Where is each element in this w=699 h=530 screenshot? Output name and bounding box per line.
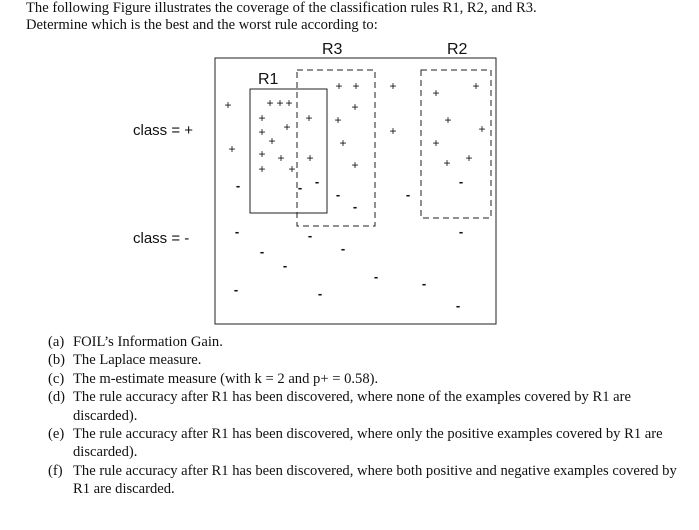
- positive-example: +: [432, 136, 440, 150]
- positive-example: +: [285, 96, 293, 110]
- negative-example: -: [235, 178, 241, 193]
- question-label: (b): [48, 352, 66, 369]
- negative-example: -: [405, 187, 411, 202]
- positive-example: +: [305, 111, 313, 125]
- negative-example: -: [352, 199, 358, 214]
- positive-example: +: [389, 124, 397, 138]
- negative-example: -: [373, 269, 379, 284]
- positive-example: +: [351, 158, 359, 172]
- question-text: The rule accuracy after R1 has been discovered, where both positive and negative examples covered by R1 are discarded.: [73, 462, 677, 498]
- positive-example: +: [339, 136, 347, 150]
- positive-example: +: [352, 79, 360, 93]
- negative-example: -: [335, 187, 341, 202]
- positive-example: +: [444, 113, 452, 127]
- negative-examples: [234, 174, 463, 313]
- negative-example: -: [314, 174, 320, 189]
- positive-example: +: [228, 142, 236, 156]
- question-item: [48, 425, 678, 462]
- data-space-box: [215, 58, 496, 324]
- positive-example: +: [432, 86, 440, 100]
- question-item: [48, 370, 678, 388]
- positive-example: +: [335, 79, 343, 93]
- question-label: (c): [48, 370, 65, 387]
- positive-example: +: [258, 162, 266, 176]
- question-label: (e): [48, 426, 65, 443]
- question-list: [48, 333, 678, 499]
- positive-example: +: [334, 113, 342, 127]
- positive-example: +: [276, 96, 284, 110]
- question-text: The Laplace measure.: [73, 352, 202, 369]
- question-item: [48, 351, 678, 369]
- positive-example: +: [283, 120, 291, 134]
- positive-example: +: [268, 134, 276, 148]
- negative-example: -: [458, 174, 464, 189]
- negative-example: -: [297, 180, 303, 195]
- positive-example: +: [288, 162, 296, 176]
- positive-example: +: [306, 151, 314, 165]
- positive-example: +: [472, 79, 480, 93]
- question-label: (a): [48, 334, 65, 350]
- question-item: [48, 462, 678, 499]
- negative-example: -: [307, 228, 313, 243]
- positive-example: +: [258, 147, 266, 161]
- class-positive-label: class = +: [133, 122, 194, 139]
- question-text: The rule accuracy after R1 has been discovered, where none of the examples covered by R1 are discarded).: [73, 389, 631, 424]
- negative-example: -: [458, 224, 464, 239]
- intro-line-2: Determine which is the best and the worst rule according to:: [26, 17, 378, 33]
- intro-line-1: The following Figure illustrates the coverage of the classification rules R1, R2, and R3.: [26, 0, 537, 16]
- class-negative-label: class = -: [133, 230, 190, 247]
- negative-example: -: [455, 298, 461, 313]
- question-item: [48, 388, 678, 425]
- rule-r1-label: R1: [258, 71, 279, 88]
- positive-example: +: [443, 156, 451, 170]
- question-label: (f): [48, 462, 63, 479]
- positive-example: +: [258, 125, 266, 139]
- positive-example: +: [389, 79, 397, 93]
- negative-example: -: [421, 276, 427, 291]
- negative-example: -: [282, 258, 288, 273]
- negative-example: -: [234, 224, 240, 239]
- question-item: [48, 333, 678, 351]
- rule-r2-label: R2: [447, 41, 468, 58]
- question-text: The rule accuracy after R1 has been discovered, where only the positive examples covered by R1 are discarded).: [73, 426, 663, 461]
- rule-r3-region: [297, 70, 375, 226]
- positive-example: +: [277, 151, 285, 165]
- positive-example: +: [258, 111, 266, 125]
- question-text: FOIL’s Information Gain.: [73, 334, 223, 350]
- positive-example: +: [478, 122, 486, 136]
- negative-example: -: [340, 241, 346, 256]
- positive-example: +: [224, 98, 232, 112]
- positive-example: +: [351, 100, 359, 114]
- rule-r3-label: R3: [322, 41, 343, 58]
- positive-example: +: [266, 96, 274, 110]
- question-label: (d): [48, 389, 66, 406]
- positive-example: +: [465, 151, 473, 165]
- question-text: The m-estimate measure (with k = 2 and p+ = 0.58).: [73, 370, 379, 387]
- positive-examples: [224, 79, 485, 176]
- negative-example: -: [259, 244, 265, 259]
- negative-example: -: [317, 286, 323, 301]
- negative-example: -: [233, 282, 239, 297]
